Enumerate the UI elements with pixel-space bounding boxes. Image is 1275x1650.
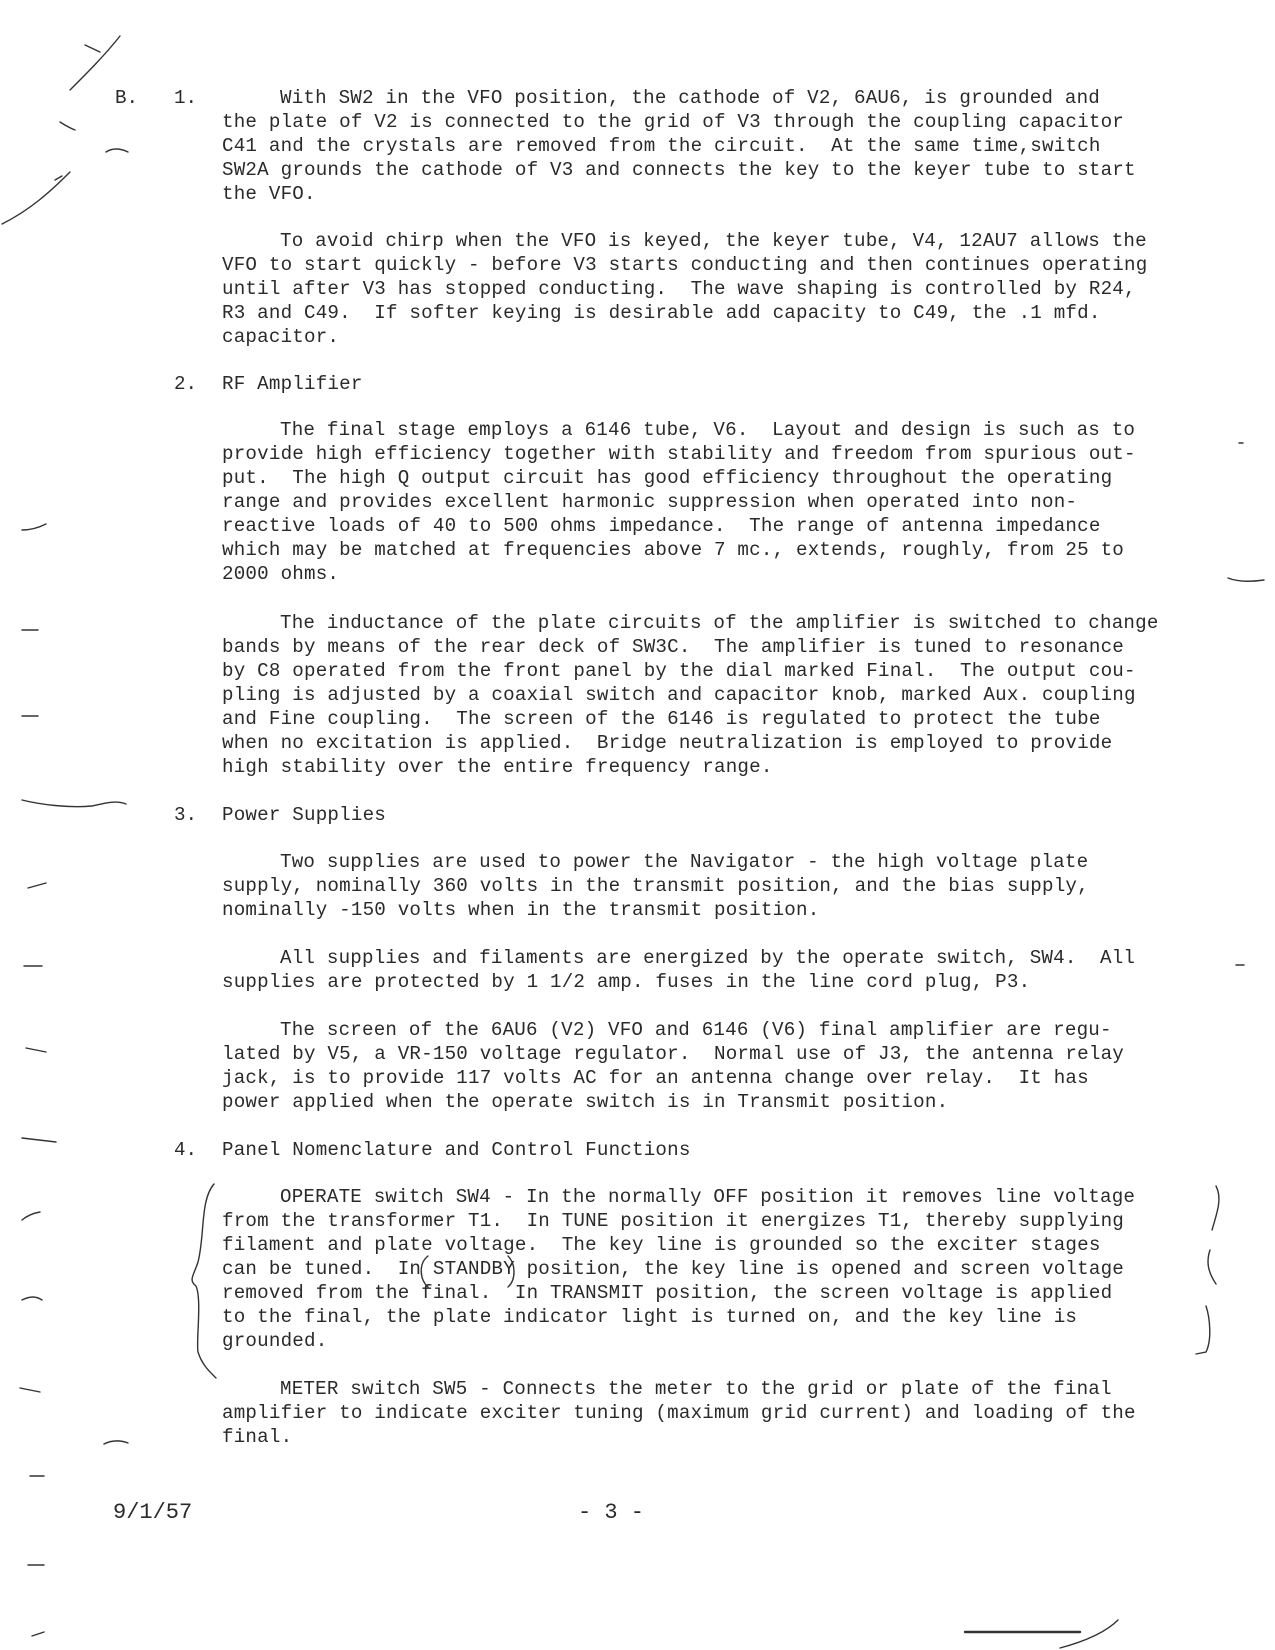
text-line: lated by V5, a VR-150 voltage regulator. Normal use of J3, the antenna relay <box>222 1043 1125 1065</box>
pen-stroke <box>2 172 70 224</box>
text-line: pling is adjusted by a coaxial switch and capacitor knob, marked Aux. coupling <box>222 684 1136 706</box>
pen-stroke <box>60 122 75 130</box>
text-line: bands by means of the rear deck of SW3C. The amplifier is tuned to resonance <box>222 636 1125 658</box>
text-line: capacitor. <box>222 326 340 348</box>
text-line: power applied when the operate switch is in Transmit position. <box>222 1091 949 1113</box>
text-line: reactive loads of 40 to 500 ohms impedance. The range of antenna impedance <box>222 515 1101 537</box>
text-line: by C8 operated from the front panel by the dial marked Final. The output cou- <box>222 660 1136 682</box>
text-line: grounded. <box>222 1330 328 1352</box>
text-line: can be tuned. In STANDBY position, the key line is opened and screen voltage <box>222 1258 1125 1280</box>
section-heading-panel-nomenclature: Panel Nomenclature and Control Functions <box>222 1139 691 1161</box>
item-number-2: 2. <box>174 373 198 395</box>
text-line: provide high efficiency together with stability and freedom from spurious out- <box>222 443 1136 465</box>
text-line: high stability over the entire frequency range. <box>222 756 773 778</box>
section-heading-rf-amplifier: RF Amplifier <box>222 373 363 395</box>
text-line: 2000 ohms. <box>222 563 340 585</box>
pen-stroke <box>55 176 62 180</box>
section-label: B. <box>115 87 139 109</box>
text-line: SW2A grounds the cathode of V3 and connects the key to the keyer tube to start <box>222 159 1136 181</box>
text-line: which may be matched at frequencies above 7 mc., extends, roughly, from 25 to <box>222 539 1125 561</box>
text-line: All supplies and filaments are energized by the operate switch, SW4. All <box>280 947 1136 969</box>
text-line: range and provides excellent harmonic suppression when operated into non- <box>222 491 1078 513</box>
text-line: the VFO. <box>222 183 316 205</box>
text-line: nominally -150 volts when in the transmit position. <box>222 899 820 921</box>
text-line: filament and plate voltage. The key line is grounded so the exciter stages <box>222 1234 1101 1256</box>
section-heading-power-supplies: Power Supplies <box>222 804 387 826</box>
text-line: C41 and the crystals are removed from the circuit. At the same time,switch <box>222 135 1101 157</box>
text-line: supplies are protected by 1 1/2 amp. fuses in the line cord plug, P3. <box>222 971 1031 993</box>
text-line: removed from the final. In TRANSMIT position, the screen voltage is applied <box>222 1282 1113 1304</box>
text-line: The screen of the 6AU6 (V2) VFO and 6146 (V6) final amplifier are regu- <box>280 1019 1112 1041</box>
item-number-4: 4. <box>174 1139 198 1161</box>
text-line: METER switch SW5 - Connects the meter to the grid or plate of the final <box>280 1378 1112 1400</box>
text-line: the plate of V2 is connected to the grid of V3 through the coupling capacitor <box>222 111 1125 133</box>
text-line: With SW2 in the VFO position, the cathode of V2, 6AU6, is grounded and <box>280 87 1101 109</box>
text-line: jack, is to provide 117 volts AC for an antenna change over relay. It has <box>222 1067 1089 1089</box>
item-number-1: 1. <box>174 87 198 109</box>
text-line: To avoid chirp when the VFO is keyed, the keyer tube, V4, 12AU7 allows the <box>280 230 1147 252</box>
text-line: supply, nominally 360 volts in the transmit position, and the bias supply, <box>222 875 1089 897</box>
text-line: R3 and C49. If softer keying is desirable add capacity to C49, the .1 mfd. <box>222 302 1101 324</box>
footer-date: 9/1/57 <box>113 1500 193 1525</box>
text-line: The inductance of the plate circuits of the amplifier is switched to change <box>280 612 1159 634</box>
text-line: VFO to start quickly - before V3 starts conducting and then continues operating <box>222 254 1148 276</box>
pen-stroke <box>85 45 100 52</box>
text-line: and Fine coupling. The screen of the 6146 is regulated to protect the tube <box>222 708 1101 730</box>
pen-stroke <box>70 36 120 90</box>
text-line: OPERATE switch SW4 - In the normally OFF position it removes line voltage <box>280 1186 1136 1208</box>
text-line: put. The high Q output circuit has good efficiency throughout the operating <box>222 467 1113 489</box>
text-line: The final stage employs a 6146 tube, V6. Layout and design is such as to <box>280 419 1136 441</box>
text-line: until after V3 has stopped conducting. The wave shaping is controlled by R24, <box>222 278 1136 300</box>
text-line: from the transformer T1. In TUNE position it energizes T1, thereby supplying <box>222 1210 1125 1232</box>
text-line: amplifier to indicate exciter tuning (maximum grid current) and loading of the <box>222 1402 1136 1424</box>
pen-stroke <box>106 149 128 152</box>
footer-page-number: - 3 - <box>578 1500 645 1525</box>
item-number-3: 3. <box>174 804 198 826</box>
text-line: when no excitation is applied. Bridge neutralization is employed to provide <box>222 732 1113 754</box>
text-line: to the final, the plate indicator light is turned on, and the key line is <box>222 1306 1078 1328</box>
text-line: final. <box>222 1426 293 1448</box>
text-line: Two supplies are used to power the Navigator - the high voltage plate <box>280 851 1089 873</box>
